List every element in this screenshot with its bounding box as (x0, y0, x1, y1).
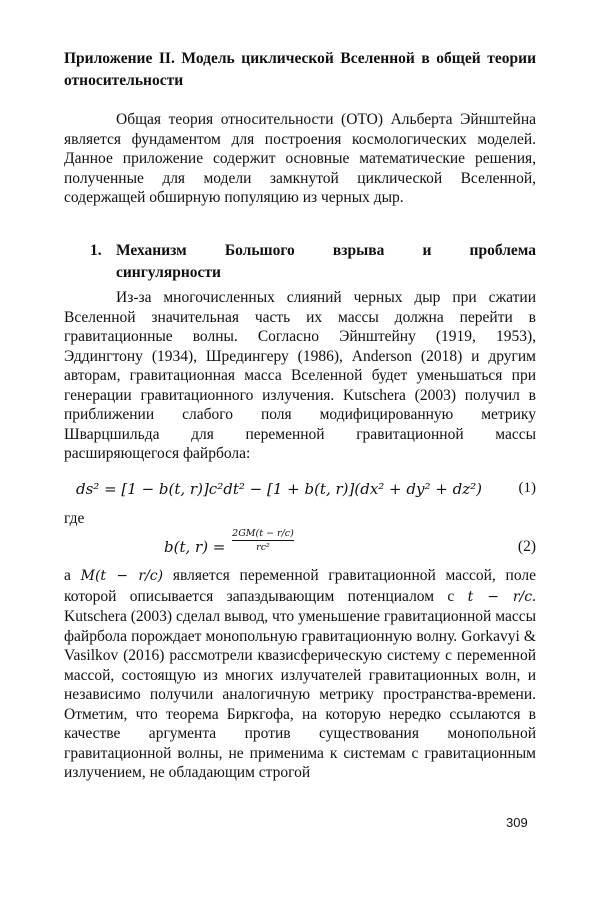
section-title-line2: сингулярности (116, 264, 221, 281)
equation-2-fraction (232, 528, 294, 553)
equation-2-lhs: b(t, r) = (164, 538, 226, 556)
fraction-denominator: rc² (256, 542, 270, 553)
intro-paragraph: Общая теория относительности (ОТО) Альберта Эйнштейна является фундаментом для построения космологических моделей. Данное приложение содержит основные математические решения, полученные для модели замкнутой циклической Вселенной, содержащей обширную популяцию из черных дыр. (64, 111, 536, 206)
page-number: 309 (506, 815, 528, 830)
fraction-numerator: 2GM(t − r/c) (232, 528, 294, 539)
section-number: 1. (90, 242, 102, 259)
equation-2-number: (2) (517, 538, 536, 555)
section-heading (64, 240, 536, 284)
retarded-time-expression: t − r/c (467, 588, 533, 605)
equation-1 (64, 478, 536, 504)
para2-text-1: является переменной гравитационной массой, поле которой описывается запаздывающим потенциалом с (64, 567, 536, 605)
equation-2 (64, 526, 536, 566)
equation-1-body: ds² = [1 − b(t, r)]c²dt² − [1 + b(t, r)](dx² + dy² + dz²) (76, 480, 482, 498)
section-title-line1: Механизм Большого взрыва и проблема (116, 242, 536, 259)
para2-text-2: . Kutschera (2003) сделал вывод, что уменьшение гравитационной массы файрбола порождает монопольную гравитационную волну. Gorkavyi & Vasilkov (2016) рассмотрели квазисферическую систему с переменной массой, состоящую из многих излучателей гравитационных волн, и независимо получили аналогичную метрику пространства-времени. Отметим, что теорема Биркгофа, на которую нередко ссылаются в качестве аргумента против существования монопольной гравитационной волны, не применима к системам с гравитационным излучением, не обладающим строгой (64, 587, 536, 781)
appendix-title: Приложение II. Модель циклической Вселенной в общей теории относительности (64, 50, 536, 89)
word-a: а (64, 567, 71, 584)
mass-expression: M(t − r/c) (80, 568, 164, 584)
where-label: где (64, 510, 85, 527)
body-paragraph-1: Из-за многочисленных слияний черных дыр при сжатии Вселенной значительная часть их массы должна перейти в гравитационные волны. Согласно Эйнштейну (1919, 1953), Эддингтону (1934), Шредингеру (1986), Anderson (2018) и другим авторам, гравитационная масса Вселенной будет уменьшаться при генерации гравитационного излучения. Kutschera (2003) получил в приближении слабого поля модифицированную метрику Шварцшильда для переменной гравитационной массы расширяющегося файрбола: (64, 289, 536, 462)
equation-1-number: (1) (518, 480, 536, 496)
body-paragraph-2 (64, 566, 536, 783)
